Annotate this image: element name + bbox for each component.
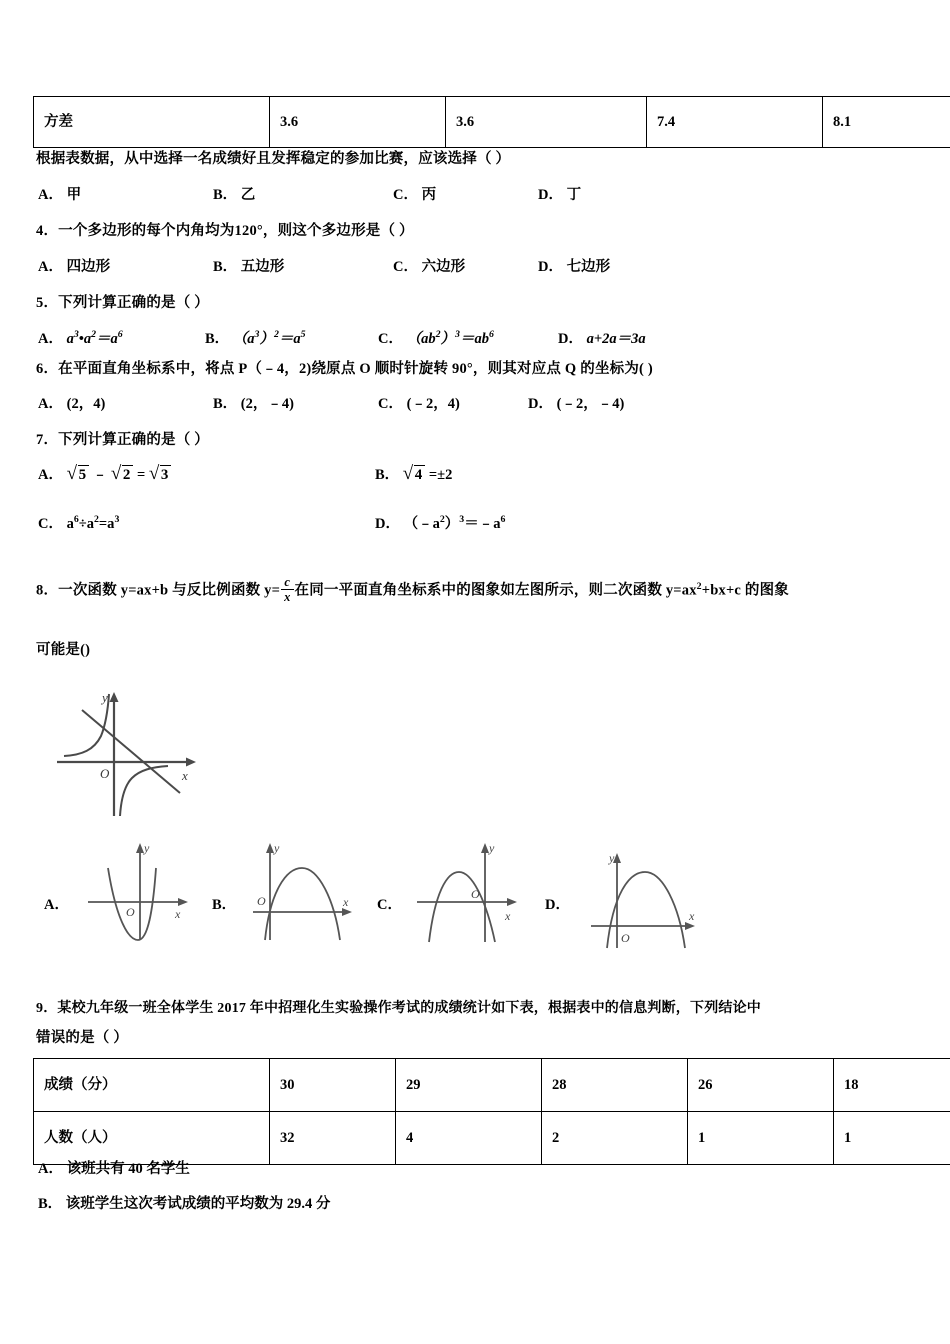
variance-cell-4: 8.1 [823,97,950,148]
q8-option-a-figure[interactable] [80,840,195,945]
q6-option-d[interactable]: D． (﹣2，﹣4) [528,396,625,412]
table-row [34,1059,950,1112]
score-row-label: 成绩（分） [34,1059,270,1112]
question-6-prompt: 6．在平面直角坐标系中，将点 P（﹣4，2)绕原点 O 顺时针旋转 90°，则其对应点 Q 的坐标为( ) [36,361,653,377]
q8-option-b-key[interactable]: B． [212,897,237,913]
svg-text:O: O [100,766,110,781]
question-8-prompt-line2: 可能是() [36,642,91,658]
svg-text:y: y [102,690,108,705]
svg-text:y: y [144,841,150,855]
fraction-c-over-x: $\frac{c}{x}$ [281,576,293,605]
question-9-prompt-line1: 9．某校九年级一班全体学生 2017 年中招理化生实验操作考试的成绩统计如下表，根据表中的信息判断，下列结论中 [36,1001,761,1016]
question-5-prompt: 5．下列计算正确的是（ ） [36,295,209,311]
q8-option-c-figure[interactable] [413,840,528,948]
q3-option-c[interactable]: C． 丙 [393,187,437,203]
q5-option-d[interactable]: D． a+2a＝3a [558,331,646,347]
variance-label: 方差 [34,97,270,148]
q8-option-b-figure[interactable] [248,840,363,945]
q8-prompt-part1: 8．一次函数 y=ax+b 与反比例函数 y= [36,582,281,599]
q7-option-b-key: B． [375,467,400,483]
score-cell-3: 28 [542,1059,688,1112]
count-cell-5: 1 [834,1112,950,1165]
svg-text:O: O [126,905,135,919]
svg-text:x: x [689,909,695,923]
radical-sign-icon: √ [402,463,414,484]
q6-option-b[interactable]: B． (2，﹣4) [213,396,294,412]
variance-cell-2: 3.6 [446,97,647,148]
question-7-prompt: 7．下列计算正确的是（ ） [36,432,209,448]
q7-option-a[interactable]: A． √ 5 ﹣ √ 2 = √ 3 [38,463,171,485]
sqrt-3: √ 3 [149,465,172,485]
score-cell-2: 29 [396,1059,542,1112]
score-cell-5: 18 [834,1059,950,1112]
q7-option-c[interactable]: C． $a^6\div a^2=a^3$ [38,514,120,532]
q5-option-b[interactable]: B． $(a^3)^2=a^5$ [205,329,306,347]
q8-option-d-key[interactable]: D． [545,897,570,913]
q4-option-a[interactable]: A． 四边形 [38,259,111,275]
question-4-prompt: 4．一个多边形的每个内角均为120°，则这个多边形是（ ） [36,223,414,239]
q7-option-a-key: A． [38,467,63,483]
svg-text:x: x [175,907,181,921]
q3-option-d[interactable]: D． 丁 [538,187,582,203]
question-3-prompt: 根据表数据，从中选择一名成绩好且发挥稳定的参加比赛，应该选择（ ） [36,151,511,167]
sqrt-4: √ 4 [403,465,426,485]
count-row-label: 人数（人） [34,1112,270,1165]
variance-cell-3: 7.4 [647,97,823,148]
q7-option-b-tail: =±2 [428,467,453,483]
q3-option-b[interactable]: B． 乙 [213,187,256,203]
question-9-prompt-line2: 错误的是（ ） [36,1030,129,1046]
svg-text:y: y [609,851,615,865]
svg-text:y: y [489,841,495,855]
q4-option-d[interactable]: D． 七边形 [538,259,611,275]
q4-option-b[interactable]: B． 五边形 [213,259,285,275]
radical-sign-icon: √ [110,463,122,484]
q8-option-d-figure[interactable] [585,848,710,953]
radical-sign-icon: √ [66,463,78,484]
q8-prompt-part3: +bx+c 的图象 [701,582,789,599]
question-8-prompt [36,577,789,606]
sqrt-5: √ 5 [67,465,90,485]
svg-text:x: x [182,768,188,783]
q6-option-a[interactable]: A． (2，4) [38,396,106,412]
q8-option-a-key[interactable]: A． [44,897,69,913]
sqrt-2: √ 2 [111,465,134,485]
q9-option-b[interactable]: B． 该班学生这次考试成绩的平均数为 29.4 分 [38,1196,331,1212]
table-row [34,97,950,148]
svg-text:O: O [621,931,630,945]
score-statistics-table [33,1058,950,1165]
q6-option-c[interactable]: C． (﹣2，4) [378,396,460,412]
svg-text:x: x [505,909,511,923]
svg-text:x: x [343,895,349,909]
count-cell-2: 4 [396,1112,542,1165]
q4-option-c[interactable]: C． 六边形 [393,259,466,275]
svg-text:O: O [471,887,480,901]
count-cell-1: 32 [270,1112,396,1165]
q3-option-a[interactable]: A． 甲 [38,187,82,203]
svg-text:O: O [257,894,266,908]
question-8-main-figure [52,688,202,823]
q7-option-d[interactable]: D． $(﹣a^2)^3=﹣a^6$ [375,514,506,532]
q8-option-c-key[interactable]: C． [377,897,402,913]
radical-sign-icon: √ [148,463,160,484]
q8-prompt-exponent: 2 [696,580,702,592]
q9-option-a[interactable]: A． 该班共有 40 名学生 [38,1161,190,1177]
variance-table [33,96,950,148]
count-cell-3: 2 [542,1112,688,1165]
svg-text:y: y [274,841,280,855]
score-cell-4: 26 [688,1059,834,1112]
score-cell-1: 30 [270,1059,396,1112]
variance-cell-1: 3.6 [270,97,446,148]
q5-option-c[interactable]: C． $(ab^2)^3=ab^6$ [378,329,494,347]
count-cell-4: 1 [688,1112,834,1165]
q7-option-b[interactable] [375,463,452,485]
q8-prompt-part2: 在同一平面直角坐标系中的图象如左图所示，则二次函数 y=ax [294,582,697,599]
q5-option-a[interactable]: A． $a^3•a^2=a^6$ [38,329,123,347]
